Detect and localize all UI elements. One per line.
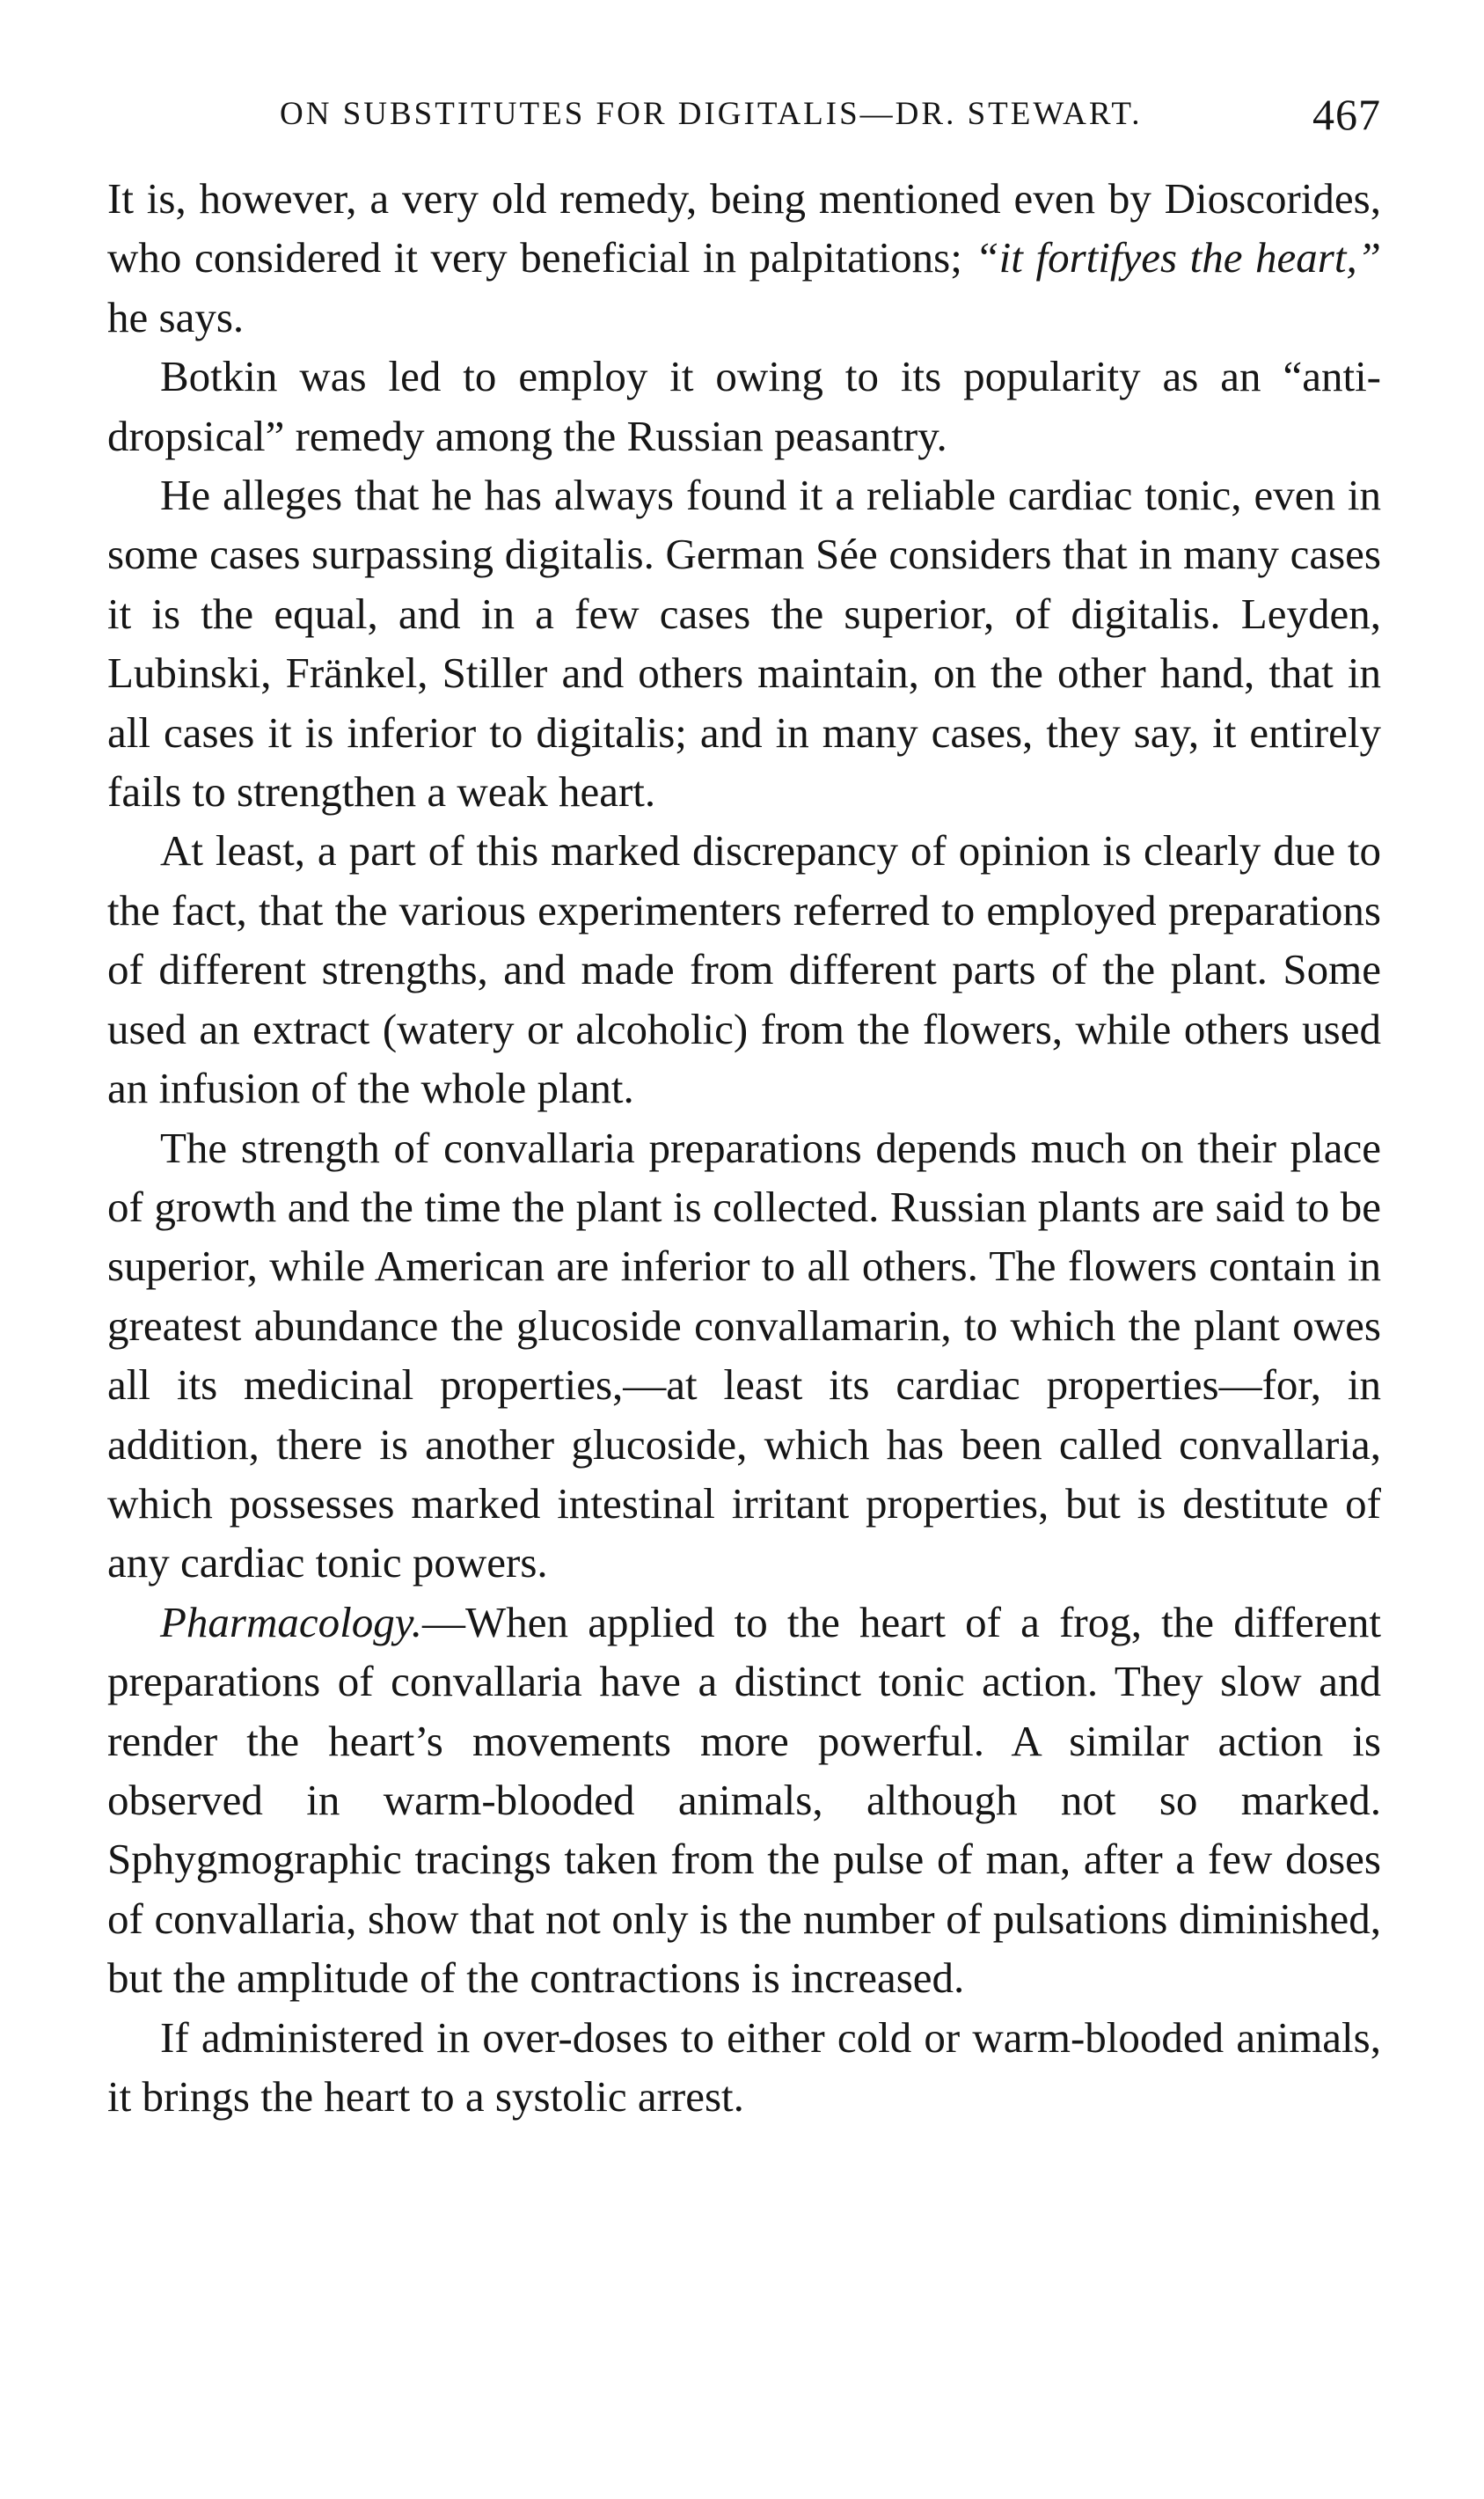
paragraph-text: —When applied to the heart of a frog, the different preparations of convallaria have a distinct tonic action. They slow and render the heart’s movements more powerful. A similar action is observed in warm-blooded animals, although not so marked. Sphygmographic tracings taken from the pulse of man, after a few doses of convallaria, show that not only is the number of pulsations diminished, but the amplitude of the contractions is increased. xyxy=(107,1597,1381,2003)
italic-quote: “it fortifyes the heart,” xyxy=(975,233,1381,282)
running-title: ON SUBSTITUTES FOR DIGITALIS—DR. STEWART. xyxy=(280,96,1143,132)
section-heading: Pharmacology. xyxy=(160,1597,423,1646)
paragraph-botkin: Botkin was led to employ it owing to its popularity as an “anti-dropsical” remedy among the Russian peasantry. xyxy=(107,352,1381,460)
paragraph-text: It is, however, a very old remedy, being mentioned even by Dioscorides, who considered it very beneficial in palpitations; xyxy=(107,174,1381,282)
page-number: 467 xyxy=(1312,90,1381,139)
paragraph-discrepancy: At least, a part of this marked discrepancy of opinion is clearly due to the fact, that the various experimenters referred to employed preparations of different strengths, and made from different parts of the plant. Some used an extract (watery or alcoholic) from the flowers, while others used an infusion of the whole plant. xyxy=(107,826,1381,1113)
paragraph-text: he says. xyxy=(107,292,245,341)
paragraph-strength: The strength of convallaria preparations depends much on their place of growth and the time the plant is collected. Russian plants are said to be superior, while American are inferior to all others. The flowers contain in greatest abundance the glucoside convallamarin, to which the plant owes all its medicinal properties,—at least its cardiac properties—for, in addition, there is another glucoside, which has been called convallaria, which possesses marked intestinal irritant properties, but is destitute of any cardiac tonic powers. xyxy=(107,1123,1381,1587)
running-head xyxy=(280,88,1381,141)
body-text xyxy=(107,169,1381,2126)
paragraph-pharmacology xyxy=(107,1593,1381,2008)
paragraph-alleges: He alleges that he has always found it a reliable cardiac tonic, even in some cases surpassing digitalis. German Sée considers that in many cases it is the equal, and in a few cases the superior, of digitalis. Leyden, Lubinski, Fränkel, Stiller and others maintain, on the other hand, that in all cases it is inferior to digitalis; and in many cases, they say, it entirely fails to strengthen a weak heart. xyxy=(107,471,1381,817)
paragraph-overdose: If administered in over-doses to either cold or warm-blooded animals, it brings the heart to a systolic arrest. xyxy=(107,2012,1381,2121)
paragraph-dioscorides xyxy=(107,169,1381,347)
